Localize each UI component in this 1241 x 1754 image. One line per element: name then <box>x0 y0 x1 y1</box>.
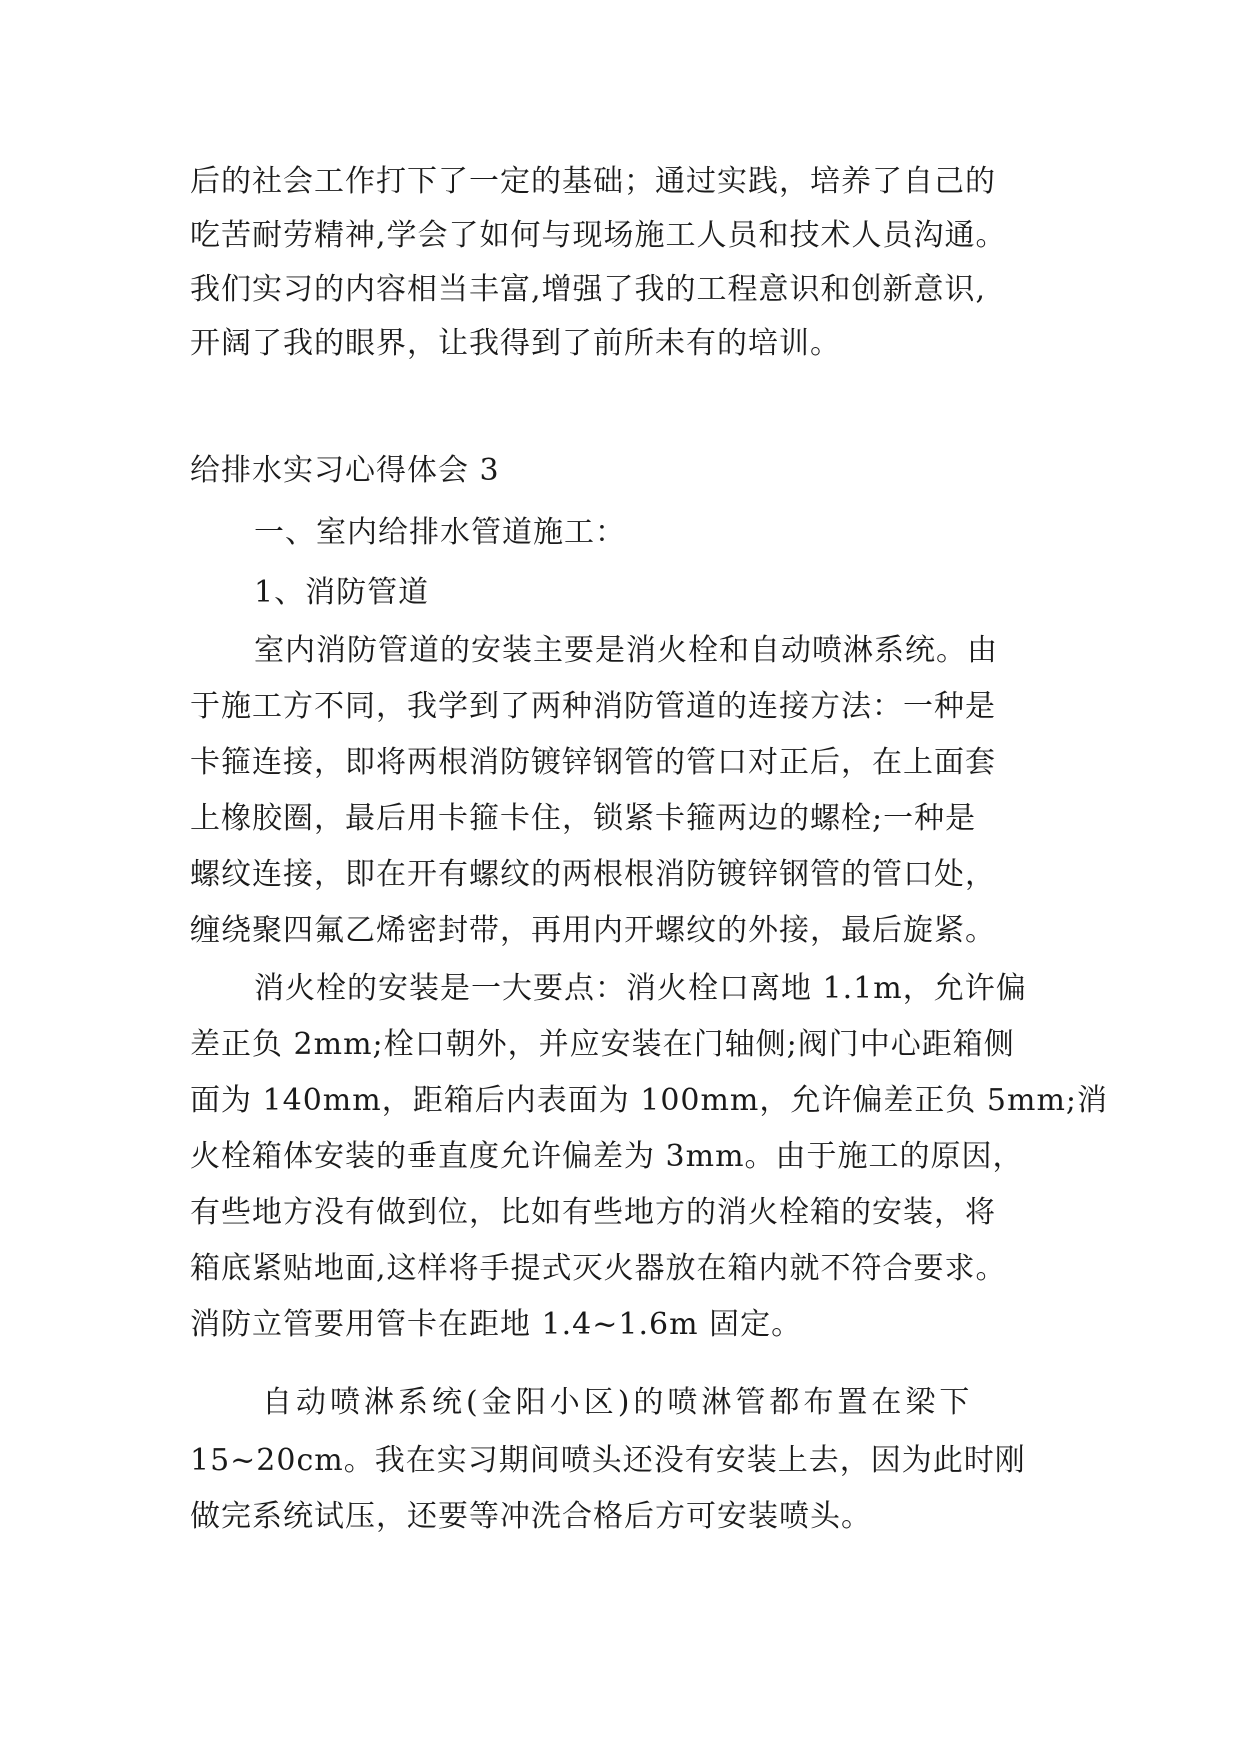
intro-line: 开阔了我的眼界，让我得到了前所未有的培训。 <box>190 326 841 361</box>
section-title: 给排水实习心得体会 3 <box>190 453 500 488</box>
paragraph-line: 上橡胶圈，最后用卡箍卡住，锁紧卡箍两边的螺栓;一种是 <box>190 801 977 836</box>
paragraph-line: 有些地方没有做到位，比如有些地方的消火栓箱的安装，将 <box>190 1195 996 1230</box>
paragraph-line: 自动喷淋系统(金阳小区)的喷淋管都布置在梁下 <box>262 1385 974 1420</box>
intro-line: 后的社会工作打下了一定的基础；通过实践，培养了自己的 <box>190 164 996 199</box>
paragraph-line: 消防立管要用管卡在距地 1.4~1.6m 固定。 <box>190 1307 803 1342</box>
paragraph-line: 面为 140mm，距箱后内表面为 100mm，允许偏差正负 5mm;消 <box>190 1083 1109 1118</box>
intro-line: 吃苦耐劳精神,学会了如何与现场施工人员和技术人员沟通。 <box>190 218 1007 253</box>
paragraph-line: 箱底紧贴地面,这样将手提式灭火器放在箱内就不符合要求。 <box>190 1251 1007 1286</box>
paragraph-line: 做完系统试压，还要等冲洗合格后方可安装喷头。 <box>190 1499 872 1534</box>
paragraph-line: 室内消防管道的安装主要是消火栓和自动喷淋系统。由 <box>254 633 998 668</box>
paragraph-line: 卡箍连接，即将两根消防镀锌钢管的管口对正后，在上面套 <box>190 745 996 780</box>
paragraph-line: 差正负 2mm;栓口朝外，并应安装在门轴侧;阀门中心距箱侧 <box>190 1027 1015 1062</box>
paragraph-line: 螺纹连接，即在开有螺纹的两根根消防镀锌钢管的管口处， <box>190 857 996 892</box>
paragraph-line: 15~20cm。我在实习期间喷头还没有安装上去，因为此时刚 <box>190 1443 1026 1478</box>
heading-level-1: 一、室内给排水管道施工： <box>254 515 626 550</box>
paragraph-line: 火栓箱体安装的垂直度允许偏差为 3mm。由于施工的原因， <box>190 1139 1024 1174</box>
paragraph-line: 缠绕聚四氟乙烯密封带，再用内开螺纹的外接，最后旋紧。 <box>190 913 996 948</box>
paragraph-line: 消火栓的安装是一大要点：消火栓口离地 1.1m，允许偏 <box>254 971 1027 1006</box>
intro-line: 我们实习的内容相当丰富,增强了我的工程意识和创新意识, <box>190 272 987 307</box>
heading-level-2: 1、消防管道 <box>254 575 430 610</box>
paragraph-line: 于施工方不同，我学到了两种消防管道的连接方法：一种是 <box>190 689 996 724</box>
